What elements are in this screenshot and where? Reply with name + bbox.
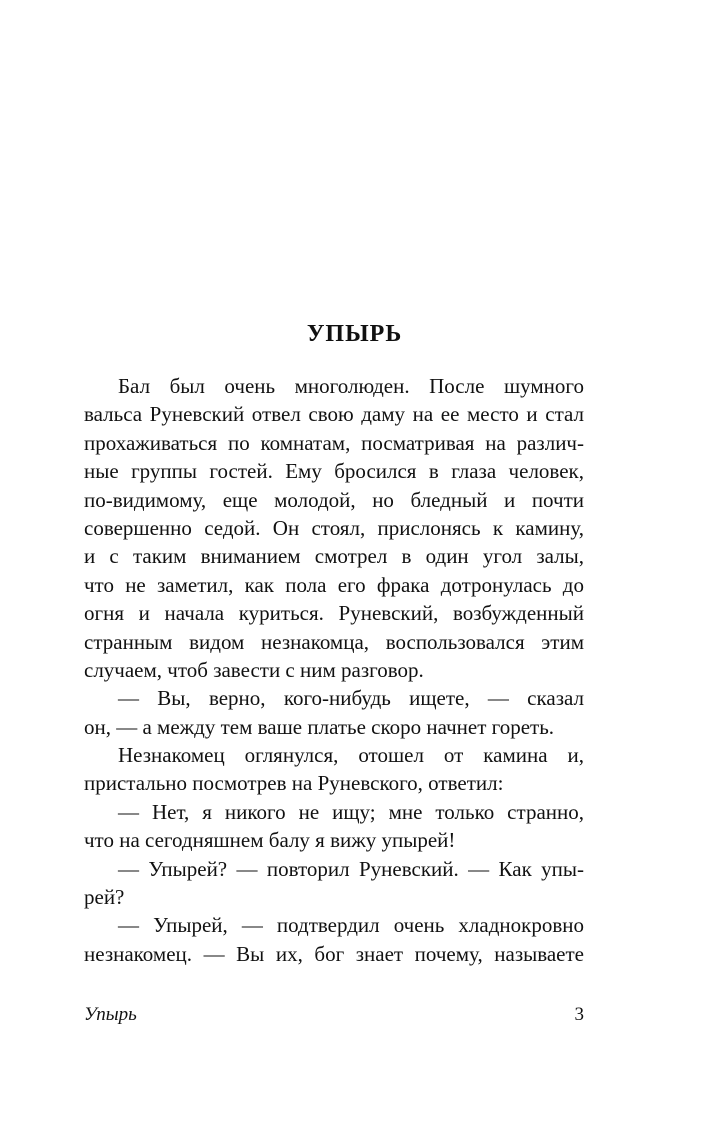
text-line: совершенно седой. Он стоял, прислонясь к камину, (84, 515, 584, 540)
text-line: ные группы гостей. Ему бросился в глаза человек, (84, 459, 584, 484)
text-line: случаем, чтоб завести с ним разговор. (84, 657, 424, 682)
text-line: по-видимому, еще молодой, но бледный и почти (84, 487, 584, 512)
text-line: Незнакомец оглянулся, отошел от камина и, (118, 743, 584, 768)
page-number: 3 (574, 1004, 584, 1025)
text-line: — Вы, верно, кого-нибудь ищете, — сказал (118, 686, 584, 711)
text-line: и с таким вниманием смотрел в один угол залы, (84, 544, 584, 569)
text-line: Бал был очень многолюден. После шумного (118, 374, 584, 398)
page-footer (84, 1000, 584, 1030)
text-line: странным видом незнакомца, воспользовался этим (84, 629, 584, 654)
text-line: — Нет, я никого не ищу; мне только странно, (118, 799, 584, 824)
text-line: прохаживаться по комнатам, посматривая на различ- (84, 430, 584, 455)
text-line: пристально посмотрев на Руневского, ответил: (84, 771, 504, 796)
text-line: вальса Руневский отвел свою даму на ее место и стал (84, 402, 584, 427)
text-line: — Упырей, — подтвердил очень хладнокровно (118, 913, 584, 938)
text-line: что на сегодняшнем балу я вижу упырей! (84, 828, 456, 853)
text-line: что не заметил, как пола его фрака дотронулась до (84, 572, 584, 597)
running-title: Упырь (84, 1004, 137, 1025)
text-line: — Упырей? — повторил Руневский. — Как упы- (118, 856, 584, 881)
text-line: огня и начала куриться. Руневский, возбужденный (84, 601, 584, 626)
chapter-title: УПЫРЬ (306, 321, 403, 347)
text-line: он, — а между тем ваше платье скоро начнет гореть. (84, 714, 555, 739)
body-text (84, 372, 584, 968)
text-line: рей? (84, 885, 125, 910)
text-line: незнакомец. — Вы их, бог знает почему, называете (84, 941, 584, 966)
